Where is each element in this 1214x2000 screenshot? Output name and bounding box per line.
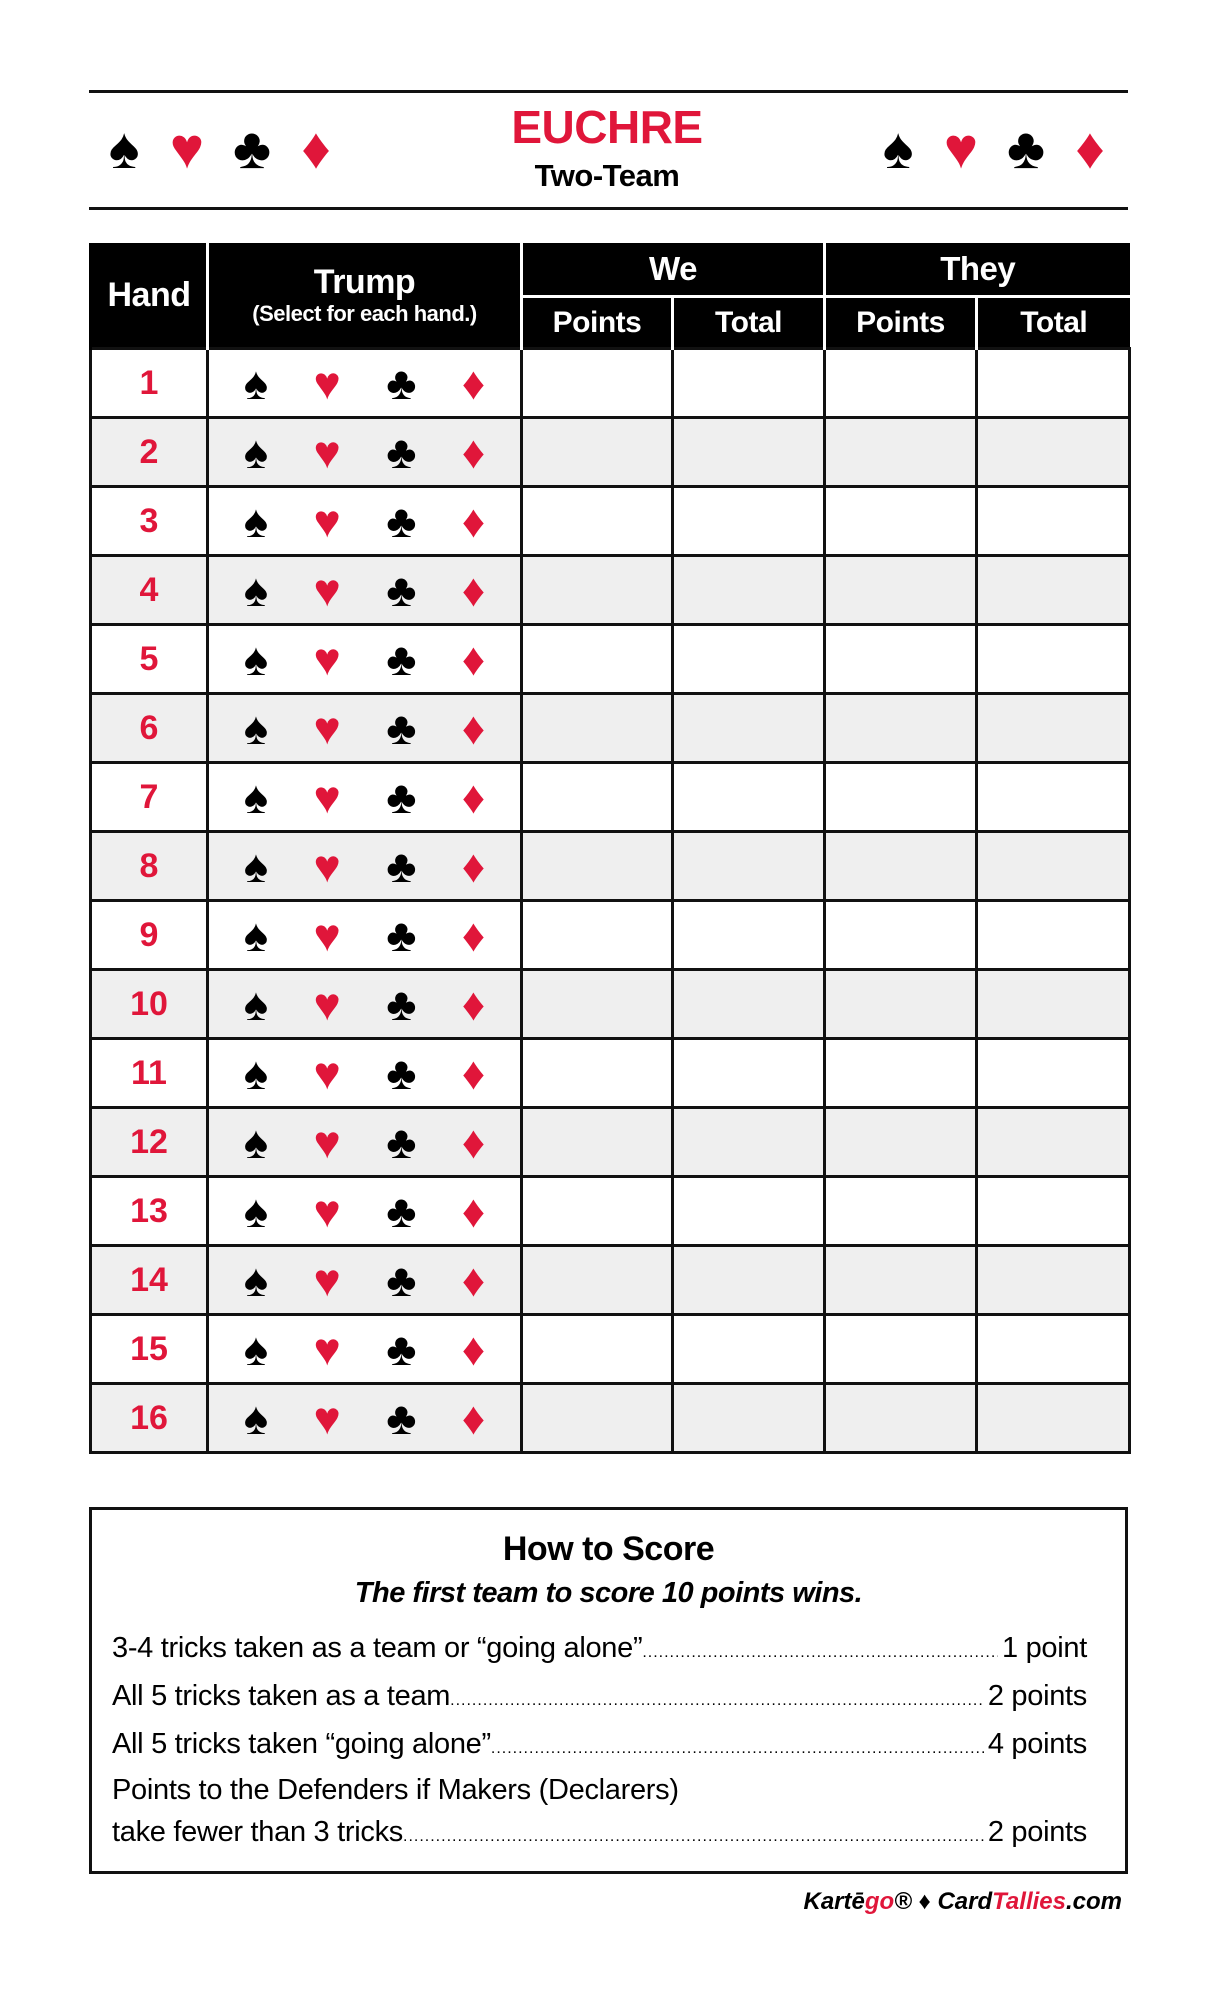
trump-selector xyxy=(208,487,522,556)
they-total-cell[interactable] xyxy=(977,349,1130,418)
rule-line xyxy=(112,1816,1087,1849)
they-points-cell[interactable] xyxy=(825,418,977,487)
they-points-cell[interactable] xyxy=(825,1384,977,1453)
trump-label: Trump xyxy=(313,263,416,302)
spade-icon[interactable]: ♠ xyxy=(243,564,269,616)
table-row xyxy=(91,970,1130,1039)
rule-line xyxy=(112,1728,1087,1761)
diamond-icon[interactable]: ♦ xyxy=(461,1323,486,1375)
they-points-cell[interactable] xyxy=(825,487,977,556)
diamond-icon[interactable]: ♦ xyxy=(461,978,486,1030)
we-total-cell[interactable] xyxy=(673,349,825,418)
we-total-cell[interactable] xyxy=(673,763,825,832)
hand-number: 1 xyxy=(91,349,208,418)
they-total-cell[interactable] xyxy=(977,970,1130,1039)
trump-selector xyxy=(208,418,522,487)
club-icon[interactable]: ♣ xyxy=(386,1254,417,1306)
hand-number: 9 xyxy=(91,901,208,970)
they-points-cell[interactable] xyxy=(825,1177,977,1246)
hand-number: 3 xyxy=(91,487,208,556)
they-total-cell[interactable] xyxy=(977,1108,1130,1177)
we-points-cell[interactable] xyxy=(522,349,673,418)
table-row xyxy=(91,694,1130,763)
they-total-cell[interactable] xyxy=(977,1177,1130,1246)
spade-icon[interactable]: ♠ xyxy=(243,1185,269,1237)
heart-icon[interactable]: ♥ xyxy=(313,357,341,409)
table-row xyxy=(91,763,1130,832)
footer-brand xyxy=(804,1888,1123,1916)
hand-number: 7 xyxy=(91,763,208,832)
spade-icon[interactable]: ♠ xyxy=(243,1047,269,1099)
rule-line xyxy=(112,1774,1087,1807)
they-total-cell[interactable] xyxy=(977,901,1130,970)
rule-label: 3-4 tricks taken as a team or “going alone” xyxy=(112,1632,643,1664)
leader-dots xyxy=(642,1644,998,1662)
they-points-cell[interactable] xyxy=(825,901,977,970)
column-header-we-points: Points xyxy=(522,297,673,349)
they-points-cell[interactable] xyxy=(825,1039,977,1108)
how-to-score-title: How to Score xyxy=(502,1530,715,1568)
table-row xyxy=(91,832,1130,901)
column-header-we-total: Total xyxy=(673,297,825,349)
they-points-cell[interactable] xyxy=(825,1246,977,1315)
column-header-trump xyxy=(208,243,522,349)
diamond-icon[interactable]: ♦ xyxy=(461,426,486,478)
we-total-cell[interactable] xyxy=(673,1384,825,1453)
page-subtitle: Two-Team xyxy=(534,158,680,193)
spade-icon[interactable]: ♠ xyxy=(243,771,269,823)
they-total-cell[interactable] xyxy=(977,418,1130,487)
rule-label: take fewer than 3 tricks xyxy=(112,1816,403,1848)
table-row xyxy=(91,1108,1130,1177)
diamond-icon[interactable]: ♦ xyxy=(461,702,486,754)
club-icon[interactable]: ♣ xyxy=(386,564,417,616)
site-com[interactable]: .com xyxy=(1065,1888,1122,1915)
trump-selector xyxy=(208,970,522,1039)
they-total-cell[interactable] xyxy=(977,694,1130,763)
club-icon[interactable]: ♣ xyxy=(386,1185,417,1237)
site-card[interactable]: Card xyxy=(937,1888,993,1915)
heart-icon[interactable]: ♥ xyxy=(313,1254,341,1306)
table-row xyxy=(91,556,1130,625)
hand-number: 4 xyxy=(91,556,208,625)
score-table xyxy=(89,243,1131,1454)
spade-icon[interactable]: ♠ xyxy=(243,1254,269,1306)
bottom-rule xyxy=(89,207,1128,210)
heart-icon[interactable]: ♥ xyxy=(313,909,341,961)
page-title: EUCHRE xyxy=(511,101,703,153)
we-points-cell[interactable] xyxy=(522,1315,673,1384)
they-total-cell[interactable] xyxy=(977,1315,1130,1384)
site-tallies[interactable]: Tallies xyxy=(992,1888,1066,1915)
diamond-icon[interactable]: ♦ xyxy=(461,564,486,616)
hand-number: 6 xyxy=(91,694,208,763)
rule-value: 4 points xyxy=(987,1728,1087,1760)
club-icon[interactable]: ♣ xyxy=(386,1047,417,1099)
we-total-cell[interactable] xyxy=(673,1039,825,1108)
club-icon[interactable]: ♣ xyxy=(386,840,417,892)
rule-value: 2 points xyxy=(987,1816,1087,1848)
spade-icon[interactable]: ♠ xyxy=(243,1392,269,1444)
table-row xyxy=(91,1039,1130,1108)
we-total-cell[interactable] xyxy=(673,487,825,556)
they-total-cell[interactable] xyxy=(977,1246,1130,1315)
we-total-cell[interactable] xyxy=(673,1108,825,1177)
they-points-cell[interactable] xyxy=(825,832,977,901)
spade-icon[interactable]: ♠ xyxy=(243,633,269,685)
they-total-cell[interactable] xyxy=(977,1384,1130,1453)
we-total-cell[interactable] xyxy=(673,556,825,625)
heart-icon[interactable]: ♥ xyxy=(313,771,341,823)
hand-number: 2 xyxy=(91,418,208,487)
hand-number: 13 xyxy=(91,1177,208,1246)
they-points-cell[interactable] xyxy=(825,625,977,694)
they-total-cell[interactable] xyxy=(977,1039,1130,1108)
club-icon[interactable]: ♣ xyxy=(386,978,417,1030)
heart-icon[interactable]: ♥ xyxy=(313,702,341,754)
diamond-icon[interactable]: ♦ xyxy=(461,495,486,547)
we-total-cell[interactable] xyxy=(673,1315,825,1384)
heart-icon[interactable]: ♥ xyxy=(313,1116,341,1168)
club-icon[interactable]: ♣ xyxy=(386,1116,417,1168)
leader-dots xyxy=(491,1740,984,1758)
heart-icon[interactable]: ♥ xyxy=(313,978,341,1030)
hand-number: 12 xyxy=(91,1108,208,1177)
club-icon[interactable]: ♣ xyxy=(386,909,417,961)
heart-icon[interactable]: ♥ xyxy=(313,426,341,478)
diamond-icon[interactable]: ♦ xyxy=(461,771,486,823)
group-header-they: They xyxy=(825,243,1130,297)
we-points-cell[interactable] xyxy=(522,1177,673,1246)
club-icon[interactable]: ♣ xyxy=(386,771,417,823)
spade-icon[interactable]: ♠ xyxy=(243,702,269,754)
spade-icon[interactable]: ♠ xyxy=(243,495,269,547)
club-icon: ♣ xyxy=(1006,116,1046,181)
we-points-cell[interactable] xyxy=(522,1246,673,1315)
club-icon[interactable]: ♣ xyxy=(386,702,417,754)
rule-label-line1: Points to the Defenders if Makers (Declarers) xyxy=(112,1774,679,1806)
club-icon[interactable]: ♣ xyxy=(386,495,417,547)
trump-selector xyxy=(208,1177,522,1246)
they-total-cell[interactable] xyxy=(977,763,1130,832)
rule-value: 1 point xyxy=(1002,1632,1087,1664)
we-points-cell[interactable] xyxy=(522,418,673,487)
trump-selector xyxy=(208,1108,522,1177)
hand-number: 16 xyxy=(91,1384,208,1453)
we-total-cell[interactable] xyxy=(673,970,825,1039)
heart-icon[interactable]: ♥ xyxy=(313,1047,341,1099)
we-points-cell[interactable] xyxy=(522,694,673,763)
spade-icon: ♠ xyxy=(108,116,140,181)
column-header-hand: Hand xyxy=(91,243,208,349)
club-icon[interactable]: ♣ xyxy=(386,1323,417,1375)
rule-label: All 5 tricks taken “going alone” xyxy=(112,1728,491,1760)
we-points-cell[interactable] xyxy=(522,1108,673,1177)
club-icon[interactable]: ♣ xyxy=(386,1392,417,1444)
heart-icon: ♥ xyxy=(943,116,979,181)
heart-icon[interactable]: ♥ xyxy=(313,1392,341,1444)
trump-selector xyxy=(208,1039,522,1108)
hand-number: 8 xyxy=(91,832,208,901)
leader-dots xyxy=(403,1828,984,1846)
we-total-cell[interactable] xyxy=(673,694,825,763)
heart-icon[interactable]: ♥ xyxy=(313,495,341,547)
spade-icon[interactable]: ♠ xyxy=(243,909,269,961)
they-total-cell[interactable] xyxy=(977,832,1130,901)
diamond-icon: ♦ xyxy=(1075,116,1105,181)
they-points-cell[interactable] xyxy=(825,349,977,418)
how-to-score-box xyxy=(89,1507,1128,1874)
we-points-cell[interactable] xyxy=(522,1039,673,1108)
they-points-cell[interactable] xyxy=(825,763,977,832)
we-total-cell[interactable] xyxy=(673,625,825,694)
diamond-icon[interactable]: ♦ xyxy=(461,1185,486,1237)
diamond-icon[interactable]: ♦ xyxy=(461,633,486,685)
trump-selector xyxy=(208,349,522,418)
spade-icon[interactable]: ♠ xyxy=(243,426,269,478)
hand-number: 14 xyxy=(91,1246,208,1315)
trump-selector xyxy=(208,1384,522,1453)
trump-selector xyxy=(208,763,522,832)
table-row xyxy=(91,349,1130,418)
rule-value: 2 points xyxy=(987,1680,1087,1712)
heart-icon: ♥ xyxy=(169,116,205,181)
trump-selector xyxy=(208,832,522,901)
we-points-cell[interactable] xyxy=(522,970,673,1039)
hand-number: 10 xyxy=(91,970,208,1039)
they-points-cell[interactable] xyxy=(825,970,977,1039)
trump-note: (Select for each hand.) xyxy=(252,300,477,326)
diamond-icon[interactable]: ♦ xyxy=(461,1254,486,1306)
we-points-cell[interactable] xyxy=(522,763,673,832)
table-row xyxy=(91,1246,1130,1315)
diamond-icon: ♦ xyxy=(301,116,331,181)
hand-number: 5 xyxy=(91,625,208,694)
diamond-icon[interactable]: ♦ xyxy=(461,1116,486,1168)
spade-icon[interactable]: ♠ xyxy=(243,978,269,1030)
top-rule xyxy=(89,90,1128,93)
diamond-icon[interactable]: ♦ xyxy=(461,1392,486,1444)
we-total-cell[interactable] xyxy=(673,418,825,487)
we-points-cell[interactable] xyxy=(522,625,673,694)
diamond-icon[interactable]: ♦ xyxy=(461,357,486,409)
group-header-we: We xyxy=(522,243,825,297)
registered-mark: ® xyxy=(894,1888,912,1915)
we-points-cell[interactable] xyxy=(522,1384,673,1453)
trump-selector xyxy=(208,1315,522,1384)
hand-number: 15 xyxy=(91,1315,208,1384)
we-points-cell[interactable] xyxy=(522,901,673,970)
trump-selector xyxy=(208,694,522,763)
rule-line xyxy=(112,1632,1087,1665)
table-row xyxy=(91,901,1130,970)
how-to-score-subtitle: The first team to score 10 points wins. xyxy=(354,1577,863,1609)
brand-kartego-b: go xyxy=(864,1888,895,1915)
spade-icon[interactable]: ♠ xyxy=(243,357,269,409)
trump-selector xyxy=(208,556,522,625)
trump-selector xyxy=(208,1246,522,1315)
we-total-cell[interactable] xyxy=(673,1246,825,1315)
heart-icon[interactable]: ♥ xyxy=(313,1185,341,1237)
table-row xyxy=(91,1315,1130,1384)
they-points-cell[interactable] xyxy=(825,1315,977,1384)
spade-icon[interactable]: ♠ xyxy=(243,840,269,892)
table-row xyxy=(91,418,1130,487)
we-points-cell[interactable] xyxy=(522,832,673,901)
we-points-cell[interactable] xyxy=(522,556,673,625)
we-points-cell[interactable] xyxy=(522,487,673,556)
rule-label: All 5 tricks taken as a team xyxy=(112,1680,451,1712)
they-points-cell[interactable] xyxy=(825,1108,977,1177)
table-row xyxy=(91,487,1130,556)
club-icon[interactable]: ♣ xyxy=(386,357,417,409)
leader-dots xyxy=(450,1692,984,1710)
hand-number: 11 xyxy=(91,1039,208,1108)
they-points-cell[interactable] xyxy=(825,556,977,625)
brand-kartego-a: Kartē xyxy=(803,1888,865,1915)
club-icon: ♣ xyxy=(232,116,272,181)
table-row xyxy=(91,625,1130,694)
heart-icon[interactable]: ♥ xyxy=(313,840,341,892)
club-icon[interactable]: ♣ xyxy=(386,633,417,685)
we-total-cell[interactable] xyxy=(673,832,825,901)
they-total-cell[interactable] xyxy=(977,487,1130,556)
diamond-icon[interactable]: ♦ xyxy=(461,909,486,961)
right-suits xyxy=(870,116,1124,181)
spade-icon[interactable]: ♠ xyxy=(243,1116,269,1168)
trump-selector xyxy=(208,901,522,970)
they-total-cell[interactable] xyxy=(977,556,1130,625)
rule-line xyxy=(112,1680,1087,1713)
column-header-they-points: Points xyxy=(825,297,977,349)
club-icon[interactable]: ♣ xyxy=(386,426,417,478)
they-points-cell[interactable] xyxy=(825,694,977,763)
we-total-cell[interactable] xyxy=(673,901,825,970)
heart-icon[interactable]: ♥ xyxy=(313,633,341,685)
spade-icon[interactable]: ♠ xyxy=(243,1323,269,1375)
they-total-cell[interactable] xyxy=(977,625,1130,694)
spade-icon: ♠ xyxy=(882,116,914,181)
table-row xyxy=(91,1384,1130,1453)
diamond-icon[interactable]: ♦ xyxy=(461,1047,486,1099)
column-header-they-total: Total xyxy=(977,297,1130,349)
diamond-separator-icon: ♦ xyxy=(911,1888,938,1915)
diamond-icon[interactable]: ♦ xyxy=(461,840,486,892)
trump-selector xyxy=(208,625,522,694)
table-row xyxy=(91,1177,1130,1246)
we-total-cell[interactable] xyxy=(673,1177,825,1246)
heart-icon[interactable]: ♥ xyxy=(313,564,341,616)
heart-icon[interactable]: ♥ xyxy=(313,1323,341,1375)
